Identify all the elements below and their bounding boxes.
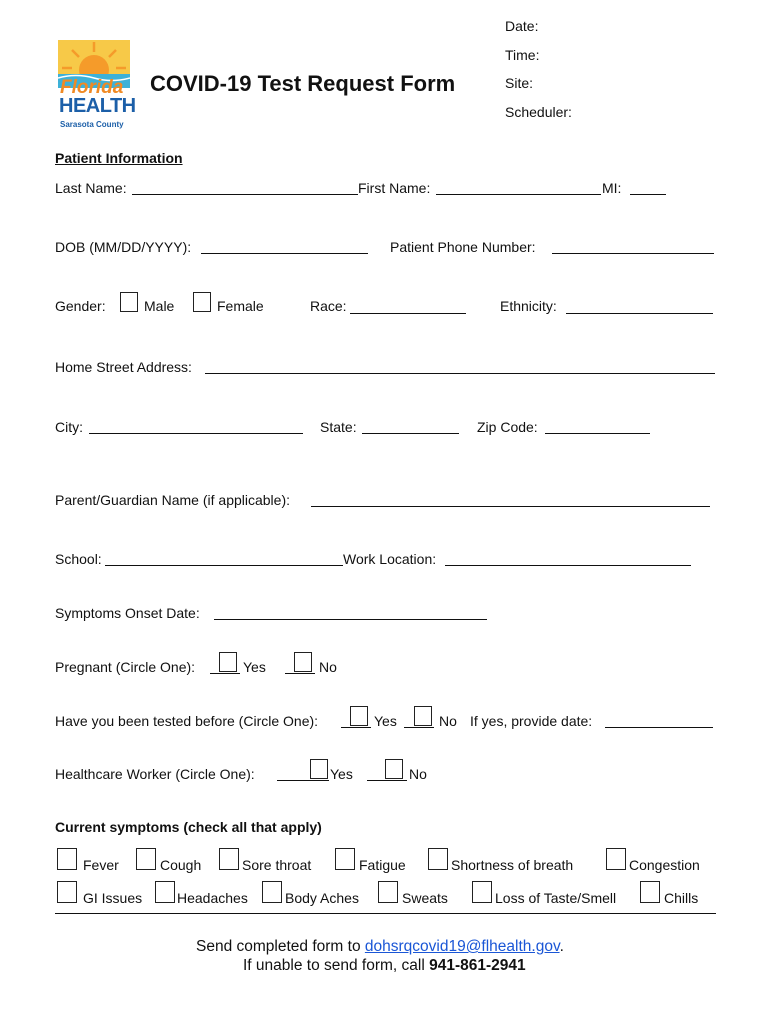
logo-word-health: HEALTH xyxy=(59,95,136,117)
symptom-sore-throat-label: Sore throat xyxy=(242,857,312,873)
symptom-chills-label: Chills xyxy=(664,890,699,906)
symptom-sore-throat-checkbox[interactable] xyxy=(219,848,239,870)
section-patient-information: Patient Information xyxy=(55,150,183,166)
school-field[interactable] xyxy=(105,565,343,566)
race-label: Race: xyxy=(310,298,347,314)
first-name-field[interactable] xyxy=(436,194,601,195)
symptom-shortness-of-breath-checkbox[interactable] xyxy=(428,848,448,870)
pregnant-no-label: No xyxy=(319,659,337,675)
symptom-body-aches-label: Body Aches xyxy=(285,890,359,906)
healthcare-label: Healthcare Worker (Circle One): xyxy=(55,766,255,782)
footer-phone: 941-861-2941 xyxy=(429,957,526,974)
symptoms-bottom-rule xyxy=(55,913,716,914)
male-checkbox[interactable] xyxy=(120,292,138,312)
symptom-cough-checkbox[interactable] xyxy=(136,848,156,870)
female-label: Female xyxy=(217,298,264,314)
symptom-fever-label: Fever xyxy=(83,857,119,873)
meta-scheduler-label: Scheduler: xyxy=(505,104,572,120)
guardian-field[interactable] xyxy=(311,506,710,507)
symptom-gi-issues-label: GI Issues xyxy=(83,890,143,906)
last-name-field[interactable] xyxy=(132,194,358,195)
footer-call-line xyxy=(243,958,526,974)
healthcare-no-line xyxy=(367,780,407,781)
footer-send-suffix: . xyxy=(559,938,564,955)
pregnant-no-line xyxy=(285,673,315,674)
school-label: School: xyxy=(55,551,102,567)
healthcare-yes-line xyxy=(277,780,329,781)
tested-no-checkbox[interactable] xyxy=(414,706,432,726)
symptom-fatigue-checkbox[interactable] xyxy=(335,848,355,870)
onset-field[interactable] xyxy=(214,619,487,620)
section-current-symptoms: Current symptoms (check all that apply) xyxy=(55,819,322,835)
dob-label: DOB (MM/DD/YYYY): xyxy=(55,239,192,255)
logo-word-florida: Florida xyxy=(60,77,124,98)
mi-label: MI: xyxy=(602,180,622,196)
tested-yes-label: Yes xyxy=(374,713,397,729)
tested-no-line xyxy=(404,727,434,728)
last-name-label: Last Name: xyxy=(55,180,127,196)
female-checkbox[interactable] xyxy=(193,292,211,312)
footer-call-prefix: If unable to send form, call xyxy=(243,957,425,974)
city-label: City: xyxy=(55,419,83,435)
symptom-headaches-checkbox[interactable] xyxy=(155,881,175,903)
symptom-fatigue-label: Fatigue xyxy=(359,857,406,873)
symptom-loss-of-taste-smell-label: Loss of Taste/Smell xyxy=(495,890,617,906)
pregnant-yes-label: Yes xyxy=(243,659,266,675)
symptom-congestion-label: Congestion xyxy=(629,857,700,873)
zip-label: Zip Code: xyxy=(477,419,538,435)
meta-date-label: Date: xyxy=(505,18,539,34)
first-name-label: First Name: xyxy=(358,180,431,196)
tested-yes-line xyxy=(341,727,371,728)
symptom-headaches-label: Headaches xyxy=(177,890,248,906)
symptom-shortness-of-breath-label: Shortness of breath xyxy=(451,857,574,873)
healthcare-no-checkbox[interactable] xyxy=(385,759,403,779)
work-field[interactable] xyxy=(445,565,691,566)
pregnant-no-checkbox[interactable] xyxy=(294,652,312,672)
male-label: Male xyxy=(144,298,175,314)
mi-field[interactable] xyxy=(630,194,666,195)
guardian-label: Parent/Guardian Name (if applicable): xyxy=(55,492,291,508)
symptom-body-aches-checkbox[interactable] xyxy=(262,881,282,903)
logo-county: Sarasota County xyxy=(60,120,124,129)
dob-field[interactable] xyxy=(201,253,368,254)
zip-field[interactable] xyxy=(545,433,650,434)
healthcare-yes-label: Yes xyxy=(330,766,353,782)
address-label: Home Street Address: xyxy=(55,359,192,375)
ethnicity-label: Ethnicity: xyxy=(500,298,557,314)
meta-site-label: Site: xyxy=(505,75,534,91)
symptom-loss-of-taste-smell-checkbox[interactable] xyxy=(472,881,492,903)
pregnant-label: Pregnant (Circle One): xyxy=(55,659,196,675)
footer-email-link[interactable]: dohsrqcovid19@flhealth.gov xyxy=(364,938,560,955)
symptom-chills-checkbox[interactable] xyxy=(640,881,660,903)
footer-send-prefix: Send completed form to xyxy=(196,938,361,955)
work-label: Work Location: xyxy=(343,551,437,567)
healthcare-yes-checkbox[interactable] xyxy=(310,759,328,779)
healthcare-no-label: No xyxy=(409,766,427,782)
symptom-sweats-label: Sweats xyxy=(402,890,448,906)
phone-label: Patient Phone Number: xyxy=(390,239,536,255)
symptom-congestion-checkbox[interactable] xyxy=(606,848,626,870)
onset-label: Symptoms Onset Date: xyxy=(55,605,200,621)
gender-label: Gender: xyxy=(55,298,106,314)
state-label: State: xyxy=(320,419,357,435)
meta-time-label: Time: xyxy=(505,47,540,63)
address-field[interactable] xyxy=(205,373,715,374)
symptom-sweats-checkbox[interactable] xyxy=(378,881,398,903)
form-title: COVID-19 Test Request Form xyxy=(150,71,456,96)
state-field[interactable] xyxy=(362,433,459,434)
pregnant-yes-checkbox[interactable] xyxy=(219,652,237,672)
footer-send-line xyxy=(196,939,564,955)
symptom-cough-label: Cough xyxy=(160,857,202,873)
pregnant-yes-line xyxy=(210,673,240,674)
tested-date-label: If yes, provide date: xyxy=(470,713,593,729)
tested-yes-checkbox[interactable] xyxy=(350,706,368,726)
symptom-fever-checkbox[interactable] xyxy=(57,848,77,870)
tested-no-label: No xyxy=(439,713,457,729)
race-field[interactable] xyxy=(350,313,466,314)
city-field[interactable] xyxy=(89,433,303,434)
symptom-gi-issues-checkbox[interactable] xyxy=(57,881,77,903)
tested-date-field[interactable] xyxy=(605,727,713,728)
ethnicity-field[interactable] xyxy=(566,313,713,314)
tested-before-label: Have you been tested before (Circle One): xyxy=(55,713,319,729)
phone-field[interactable] xyxy=(552,253,714,254)
